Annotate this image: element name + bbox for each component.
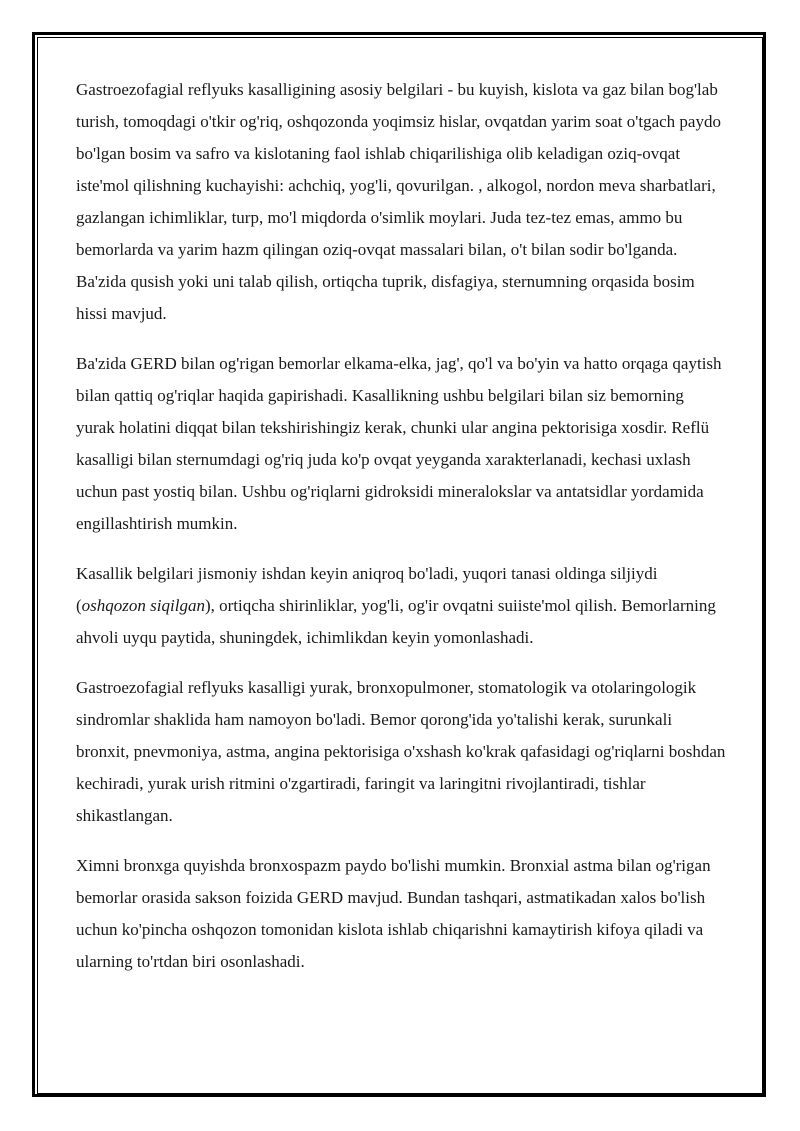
paragraph-5: Ximni bronxga quyishda bronxospazm paydo bo'lishi mumkin. Bronxial astma bilan og'rigan bemorlar orasida sakson foizida GERD mavjud. Bundan tashqari, astmatikadan xalos bo'lish uchun ko'pincha oshqozon tomonidan kislota ishlab chiqarishni kamaytirish kifoya qiladi va ularning to'rtdan biri osonlashadi. xyxy=(76,856,711,971)
paragraph-3 xyxy=(76,558,726,654)
paragraph-2: Ba'zida GERD bilan og'rigan bemorlar elkama-elka, jag', qo'l va bo'yin va hatto orqaga qaytish bilan qattiq og'riqlar haqida gapirishadi. Kasallikning ushbu belgilari bilan siz bemorning yurak holatini diqqat bilan tekshirishingiz kerak, chunki ular angina pektorisiga xosdir. Reflü kasalligi bilan sternumdagi og'riq juda ko'p ovqat yeyganda xarakterlanadi, kechasi uxlash uchun past yostiq bilan. Ushbu og'riqlarni gidroksidi mineralokslar va antatsidlar yordamida engillashtirish mumkin. xyxy=(76,354,722,533)
paragraph-1: Gastroezofagial reflyuks kasalligining asosiy belgilari - bu kuyish, kislota va gaz bilan bog'lab turish, tomoqdagi o'tkir og'riq, oshqozonda yoqimsiz hislar, ovqatdan yarim soat o'tgach paydo bo'lgan bosim va safro va kislotaning faol ishlab chiqarilishiga olib keladigan oziq-ovqat iste'mol qilishning kuchayishi: achchiq, yog'li, qovurilgan. , alkogol, nordon meva sharbatlari, gazlangan ichimliklar, turp, mo'l miqdorda o'simlik moylari. Juda tez-tez emas, ammo bu bemorlarda va yarim hazm qilingan oziq-ovqat massalari bilan, o't bilan sodir bo'lganda. Ba'zida qusish yoki uni talab qilish, ortiqcha tuprik, disfagiya, sternumning orqasida bosim hissi mavjud. xyxy=(76,80,721,323)
document-body xyxy=(76,74,726,996)
paragraph-3-text-before: Kasallik belgilari jismoniy ishdan keyin aniqroq bo'ladi, yuqori tanasi oldinga siljiydi ( xyxy=(76,564,658,615)
paragraph-3-text-after: ), ortiqcha shirinliklar, yog'li, og'ir ovqatni suiiste'mol qilish. Bemorlarning ahvoli uyqu paytida, shuningdek, ichimlikdan keyin yomonlashadi. xyxy=(76,596,716,647)
paragraph-4: Gastroezofagial reflyuks kasalligi yurak, bronxopulmoner, stomatologik va otolaringologik sindromlar shaklida ham namoyon bo'ladi. Bemor qorong'ida yo'talishi kerak, surunkali bronxit, pnevmoniya, astma, angina pektorisiga o'xshash ko'krak qafasidagi og'riqlarni boshdan kechiradi, yurak urish ritmini o'zgartiradi, faringit va laringitni rivojlantiradi, tishlar shikastlangan. xyxy=(76,678,726,825)
paragraph-3-italic-term: oshqozon siqilgan xyxy=(81,596,205,615)
